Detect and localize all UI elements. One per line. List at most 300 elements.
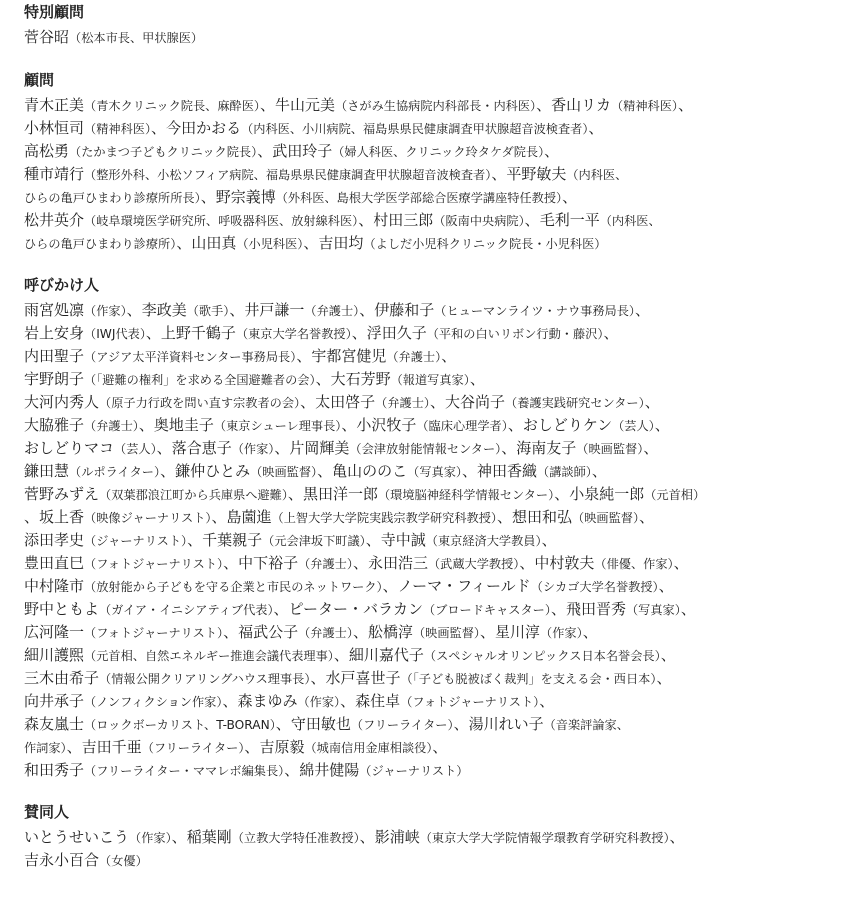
person-entry xyxy=(24,462,175,480)
person-entry xyxy=(24,28,203,46)
person-affiliation: （写真家） xyxy=(625,603,681,617)
person-affiliation: （芸人） xyxy=(612,419,655,433)
person-affiliation: （ヒューマンライツ・ナウ事務局長） xyxy=(434,304,635,318)
person-name: 毛利一平 xyxy=(539,211,600,229)
person-affiliation: （養護実践研究センター） xyxy=(505,396,645,410)
separator: 、 xyxy=(24,508,40,526)
person-affiliation: （ノンフィクション作家） xyxy=(84,695,223,709)
separator: 、 xyxy=(582,623,598,641)
person-entry xyxy=(24,715,291,733)
entry-lines xyxy=(24,826,846,872)
person-entry xyxy=(325,669,671,687)
person-name: 高松勇 xyxy=(24,142,70,160)
separator: 、 xyxy=(317,462,333,480)
person-affiliation: （映像ジャーナリスト） xyxy=(84,511,212,525)
person-name: 森住卓 xyxy=(355,692,401,710)
person-entry xyxy=(445,393,660,411)
entry-line xyxy=(24,690,846,713)
separator: 、 xyxy=(229,301,245,319)
person-affiliation: （上智大学大学院実践宗教学研究科教授） xyxy=(271,511,498,525)
separator: 、 xyxy=(156,439,172,457)
separator: 、 xyxy=(315,370,331,388)
person-name: 三木由希子 xyxy=(24,669,100,687)
separator: 、 xyxy=(660,646,676,664)
person-entry xyxy=(166,119,603,137)
person-entry xyxy=(24,142,272,160)
person-affiliation: （弁護士） xyxy=(298,626,353,640)
person-entry xyxy=(24,119,166,137)
person-name: 小沢牧子 xyxy=(356,416,417,434)
separator: 、 xyxy=(223,623,239,641)
person-entry xyxy=(237,692,355,710)
separator: 、 xyxy=(260,96,276,114)
separator: 、 xyxy=(639,508,655,526)
person-affiliation: （臨床心理学者） xyxy=(416,419,508,433)
separator: 、 xyxy=(539,692,555,710)
separator: 、 xyxy=(673,554,689,572)
separator: 、 xyxy=(275,715,291,733)
person-name: 李政美 xyxy=(141,301,187,319)
entry-line xyxy=(24,163,846,186)
person-name: 中村敦夫 xyxy=(534,554,595,572)
separator: 、 xyxy=(200,188,216,206)
person-name: 千葉親子 xyxy=(202,531,263,549)
person-affiliation: （精神科医） xyxy=(611,99,679,113)
person-entry xyxy=(24,370,331,388)
person-name: 小泉純一郎 xyxy=(569,485,645,503)
person-name: 中村隆市 xyxy=(24,577,85,595)
person-name: 宇野朗子 xyxy=(24,370,85,388)
person-affiliation: （よしだ小児科クリニック院長・小児科医） xyxy=(363,237,607,251)
person-entry xyxy=(161,324,367,342)
separator: 、 xyxy=(176,234,192,252)
person-entry xyxy=(367,324,619,342)
person-entry xyxy=(238,554,368,572)
person-entry xyxy=(24,301,142,319)
person-affiliation: （元会津坂下町議） xyxy=(262,534,366,548)
separator: 、 xyxy=(223,554,239,572)
separator: 、 xyxy=(501,439,517,457)
separator: 、 xyxy=(658,577,674,595)
person-name: 大河内秀人 xyxy=(24,393,100,411)
separator: 、 xyxy=(341,416,357,434)
person-name: 湯川れい子 xyxy=(468,715,544,733)
entry-line xyxy=(24,437,846,460)
person-affiliation: （弁護士） xyxy=(386,350,442,364)
person-affiliation: （映画監督） xyxy=(572,511,640,525)
separator: 、 xyxy=(145,324,161,342)
separator: 、 xyxy=(635,301,651,319)
separator: 、 xyxy=(588,119,604,137)
person-name: 小林恒司 xyxy=(24,119,85,137)
person-entry xyxy=(24,165,506,183)
person-name: 山田真 xyxy=(191,234,237,252)
separator: 、 xyxy=(382,577,398,595)
person-entry xyxy=(187,828,375,846)
person-name: いとうせいこう xyxy=(24,828,130,846)
person-affiliation: （小児科医） xyxy=(236,237,304,251)
separator: 、 xyxy=(654,416,670,434)
separator: 、 xyxy=(462,462,478,480)
person-affiliation: （精神科医） xyxy=(84,122,152,136)
separator: 、 xyxy=(359,301,375,319)
person-entry xyxy=(289,600,566,618)
entry-line xyxy=(24,552,846,575)
person-entry xyxy=(375,828,685,846)
person-name: 鎌仲ひとみ xyxy=(175,462,251,480)
person-entry xyxy=(24,692,237,710)
person-affiliation: （俳優、作家） xyxy=(594,557,674,571)
section-supporters xyxy=(24,802,846,872)
separator: 、 xyxy=(333,646,349,664)
separator: 、 xyxy=(562,188,578,206)
person-entry xyxy=(24,669,325,687)
separator: 、 xyxy=(340,692,356,710)
separator: 、 xyxy=(300,393,316,411)
person-affiliation: （原子力行政を問い直す宗教者の会） xyxy=(99,396,301,410)
person-affiliation: （弁護士） xyxy=(84,419,139,433)
person-entry xyxy=(381,531,557,549)
separator: 、 xyxy=(296,347,312,365)
person-name: 永田浩三 xyxy=(367,554,428,572)
separator: 、 xyxy=(491,165,507,183)
person-name: 野宗義博 xyxy=(215,188,276,206)
person-entry xyxy=(551,96,693,114)
person-affiliation: （内科医、小川病院、福島県県民健康調査甲状腺超音波検査者） xyxy=(241,122,589,136)
person-affiliation: （内科医、 xyxy=(566,168,628,182)
person-affiliation: （武蔵大学教授） xyxy=(427,557,520,571)
person-entry xyxy=(289,439,516,457)
person-name: 飛田晋秀 xyxy=(565,600,626,618)
person-affiliation: （音楽評論家、 xyxy=(543,718,629,732)
person-affiliation: （講談師） xyxy=(537,465,592,479)
person-affiliation: （フリーライター） xyxy=(350,718,454,732)
person-name: 舩橋淳 xyxy=(367,623,413,641)
entry-line xyxy=(24,598,846,621)
person-entry xyxy=(39,508,227,526)
entry-line xyxy=(24,826,846,849)
person-entry xyxy=(24,416,154,434)
person-entry xyxy=(142,301,245,319)
person-entry xyxy=(318,234,606,252)
entry-lines xyxy=(24,299,846,782)
person-name: 大石芳野 xyxy=(330,370,391,388)
separator: 、 xyxy=(359,828,375,846)
person-name: 奥地圭子 xyxy=(153,416,214,434)
person-entry xyxy=(24,531,202,549)
entry-line xyxy=(24,209,846,232)
person-affiliation: （「避難の権利」を求める全国避難者の会） xyxy=(84,373,316,387)
separator: 、 xyxy=(358,211,374,229)
person-entry xyxy=(512,508,654,526)
separator: 、 xyxy=(211,508,227,526)
section-title: 賛同人 xyxy=(24,803,70,821)
person-affiliation: （写真家） xyxy=(407,465,462,479)
person-entry xyxy=(495,623,598,641)
person-name: 鎌田慧 xyxy=(24,462,70,480)
person-name: 森友嵐士 xyxy=(24,715,85,733)
person-affiliation: （外科医、島根大学医学部総合医療学講座特任教授） xyxy=(275,191,563,205)
entry-line xyxy=(24,849,846,872)
entry-line xyxy=(24,391,846,414)
person-entry xyxy=(291,715,469,733)
person-entry xyxy=(506,165,627,183)
person-name: 片岡輝美 xyxy=(289,439,350,457)
entry-line xyxy=(24,368,846,391)
person-affiliation: （ブロードキャスター） xyxy=(422,603,551,617)
person-entry xyxy=(368,554,534,572)
person-name: 吉田均 xyxy=(318,234,364,252)
entry-line xyxy=(24,345,846,368)
entry-line xyxy=(24,414,846,437)
separator: 、 xyxy=(441,347,457,365)
person-name: 落合恵子 xyxy=(171,439,232,457)
person-name: 中下裕子 xyxy=(238,554,299,572)
person-affiliation: （作家） xyxy=(297,695,341,709)
person-entry xyxy=(24,600,289,618)
separator: 、 xyxy=(287,485,303,503)
person-affiliation: （さがみ生協病院内科部長・内科医） xyxy=(335,99,537,113)
person-name: 海南友子 xyxy=(516,439,577,457)
person-name: 上野千鶴子 xyxy=(160,324,236,342)
person-affiliation: （東京シューレ理事長） xyxy=(213,419,342,433)
person-affiliation: （フリーライター・ママレボ編集長） xyxy=(84,764,285,778)
person-entry xyxy=(373,211,539,229)
person-name: 今田かおる xyxy=(166,119,242,137)
separator: 、 xyxy=(352,554,368,572)
entry-line xyxy=(24,460,846,483)
person-entry xyxy=(244,301,374,319)
person-entry xyxy=(24,577,398,595)
person-name: 井戸謙一 xyxy=(244,301,305,319)
separator: 、 xyxy=(524,211,540,229)
person-name: 吉田千亜 xyxy=(81,738,142,756)
person-affiliation: （元首相） xyxy=(644,488,706,502)
separator: 、 xyxy=(544,142,560,160)
person-name: 想田和弘 xyxy=(512,508,573,526)
separator: 、 xyxy=(365,531,381,549)
entry-line xyxy=(24,26,846,49)
person-name: 神田香織 xyxy=(477,462,538,480)
person-entry xyxy=(469,715,629,733)
person-name: 豊田直巳 xyxy=(24,554,85,572)
person-name: 浮田久子 xyxy=(366,324,427,342)
person-name: 村田三郎 xyxy=(373,211,434,229)
person-name: 内田聖子 xyxy=(24,347,85,365)
entry-line xyxy=(24,117,846,140)
person-affiliation: （芸人） xyxy=(114,442,157,456)
separator: 、 xyxy=(480,623,496,641)
person-entry xyxy=(154,416,357,434)
section-organizers xyxy=(24,275,846,782)
person-entry xyxy=(82,738,260,756)
person-affiliation: （ガイア・イニシアティブ代表） xyxy=(99,603,274,617)
section-title: 顧問 xyxy=(24,71,55,89)
person-affiliation: （映画監督） xyxy=(576,442,644,456)
section-title: 呼びかけ人 xyxy=(24,276,100,294)
person-name: 添田孝史 xyxy=(24,531,85,549)
separator: 、 xyxy=(257,142,273,160)
person-name: おしどりマコ xyxy=(24,439,115,457)
entry-line xyxy=(24,759,846,782)
person-affiliation: （会津放射能情報センター） xyxy=(349,442,502,456)
person-entry xyxy=(275,96,551,114)
person-name: 向井承子 xyxy=(24,692,85,710)
person-affiliation: （岐阜環境医学研究所、呼吸器科医、放射線科医） xyxy=(84,214,359,228)
person-affiliation: （作家） xyxy=(231,442,275,456)
person-entry xyxy=(540,211,661,229)
entry-line xyxy=(24,575,846,598)
person-affiliation: （フリーライター） xyxy=(141,741,245,755)
person-entry xyxy=(24,485,303,503)
person-entry xyxy=(398,577,674,595)
person-entry xyxy=(331,370,485,388)
person-entry xyxy=(24,828,187,846)
person-affiliation: （平和の白いリボン行動・藤沢） xyxy=(426,327,604,341)
person-entry xyxy=(349,646,676,664)
person-affiliation: （ロックボーカリスト、T-BORAN） xyxy=(84,718,276,732)
person-affiliation: （東京経済大学教員） xyxy=(425,534,542,548)
person-affiliation: （フォトジャーナリスト） xyxy=(84,557,224,571)
person-entry xyxy=(523,416,670,434)
person-affiliation: （立教大学特任准教授） xyxy=(231,831,360,845)
person-entry xyxy=(477,462,607,480)
person-name: 武田玲子 xyxy=(272,142,333,160)
entry-line xyxy=(24,667,846,690)
person-affiliation: （歌手） xyxy=(186,304,230,318)
person-entry xyxy=(24,393,315,411)
separator: 、 xyxy=(222,692,238,710)
person-name: 宇都宮健児 xyxy=(311,347,387,365)
person-name: 香山リカ xyxy=(551,96,611,114)
person-affiliation: （弁護士） xyxy=(298,557,353,571)
separator: 、 xyxy=(187,531,203,549)
person-entry xyxy=(24,347,311,365)
person-entry xyxy=(259,738,447,756)
entry-line xyxy=(24,621,846,644)
person-entry xyxy=(24,324,161,342)
person-affiliation: （IWJ代表） xyxy=(84,327,146,341)
person-name: 綿井健陽 xyxy=(299,761,360,779)
separator: 、 xyxy=(151,119,167,137)
separator: 、 xyxy=(273,600,289,618)
person-entry xyxy=(299,761,468,779)
person-name: おしどりケン xyxy=(522,416,613,434)
separator: 、 xyxy=(453,715,469,733)
separator: 、 xyxy=(126,301,142,319)
section-title: 特別顧問 xyxy=(24,3,85,21)
person-affiliation: （作家） xyxy=(84,304,127,318)
person-name: 亀山ののこ xyxy=(332,462,408,480)
person-name: 広河隆一 xyxy=(24,623,85,641)
separator: 、 xyxy=(284,761,300,779)
person-affiliation: （作家） xyxy=(540,626,583,640)
entry-line xyxy=(24,736,846,759)
separator: 、 xyxy=(138,416,154,434)
entry-lines xyxy=(24,94,846,255)
person-name: 大谷尚子 xyxy=(445,393,506,411)
person-affiliation: （ジャーナリスト） xyxy=(84,534,188,548)
person-entry xyxy=(368,623,495,641)
person-name: 松井英介 xyxy=(24,211,85,229)
person-affiliation: （ジャーナリスト） xyxy=(359,764,469,778)
person-entry xyxy=(356,416,522,434)
person-affiliation: （スペシャルオリンピックス日本名誉会長） xyxy=(423,649,661,663)
person-name: 平野敏夫 xyxy=(506,165,567,183)
separator: 、 xyxy=(303,234,319,252)
person-entry xyxy=(24,554,238,572)
entry-line xyxy=(24,232,846,255)
person-entry xyxy=(24,646,349,664)
person-affiliation: （フォトジャーナリスト） xyxy=(400,695,540,709)
person-name: 吉永小百合 xyxy=(24,851,100,869)
person-affiliation: （放射能から子どもを守る企業と市民のネットワーク） xyxy=(84,580,383,594)
separator: 、 xyxy=(680,600,696,618)
entry-line xyxy=(24,644,846,667)
person-entry xyxy=(202,531,381,549)
person-entry xyxy=(24,851,148,869)
person-name: 細川嘉代子 xyxy=(348,646,424,664)
person-affiliation: （アジア太平洋資料センター事務局長） xyxy=(84,350,297,364)
person-name: ピーター・バラカン xyxy=(288,600,423,618)
person-entry xyxy=(332,462,477,480)
person-affiliation: ひらの亀戸ひまわり診療所所長） xyxy=(24,191,201,205)
separator: 、 xyxy=(550,600,566,618)
person-entry xyxy=(24,508,39,526)
person-affiliation: （城南信用金庫相談役） xyxy=(304,741,433,755)
person-name: 菅野みずえ xyxy=(24,485,100,503)
person-entry xyxy=(311,347,456,365)
separator: 、 xyxy=(643,439,659,457)
separator: 、 xyxy=(351,324,367,342)
section-advisors xyxy=(24,70,846,255)
person-name: 坂上香 xyxy=(39,508,85,526)
person-entry xyxy=(227,508,513,526)
separator: 、 xyxy=(507,416,523,434)
person-entry xyxy=(516,439,658,457)
person-affiliation: （シカゴ大学名誉教授） xyxy=(530,580,659,594)
entry-line xyxy=(24,506,846,529)
person-name: 水戸喜世子 xyxy=(325,669,401,687)
person-affiliation: （報道写真家） xyxy=(390,373,470,387)
person-affiliation: （婦人科医、クリニック玲タケダ院長） xyxy=(332,145,545,159)
separator: 、 xyxy=(644,393,660,411)
person-name: 細川護煕 xyxy=(24,646,85,664)
person-affiliation: （東京大学名誉教授） xyxy=(235,327,352,341)
person-affiliation: （作家） xyxy=(129,831,172,845)
person-entry xyxy=(175,462,332,480)
person-affiliation: （東京大学大学院情報学環教育学研究科教授） xyxy=(419,831,670,845)
person-name: 菅谷昭 xyxy=(24,28,70,46)
person-name: 影浦峡 xyxy=(374,828,420,846)
separator: 、 xyxy=(603,324,619,342)
entry-line xyxy=(24,299,846,322)
entry-line xyxy=(24,186,846,209)
separator: 、 xyxy=(554,485,570,503)
person-affiliation: （情報公開クリアリングハウス理事長） xyxy=(99,672,311,686)
person-affiliation: （青木クリニック院長、麻酔医） xyxy=(84,99,260,113)
person-name: 稲葉剛 xyxy=(186,828,232,846)
person-entry xyxy=(24,211,373,229)
separator: 、 xyxy=(244,738,260,756)
separator: 、 xyxy=(678,96,694,114)
person-name: 島薗進 xyxy=(226,508,272,526)
person-affiliation: （映画監督） xyxy=(412,626,481,640)
person-entry xyxy=(24,738,82,756)
person-name: 伊藤和子 xyxy=(374,301,435,319)
person-entry xyxy=(272,142,559,160)
person-affiliation: （女優） xyxy=(99,854,148,868)
